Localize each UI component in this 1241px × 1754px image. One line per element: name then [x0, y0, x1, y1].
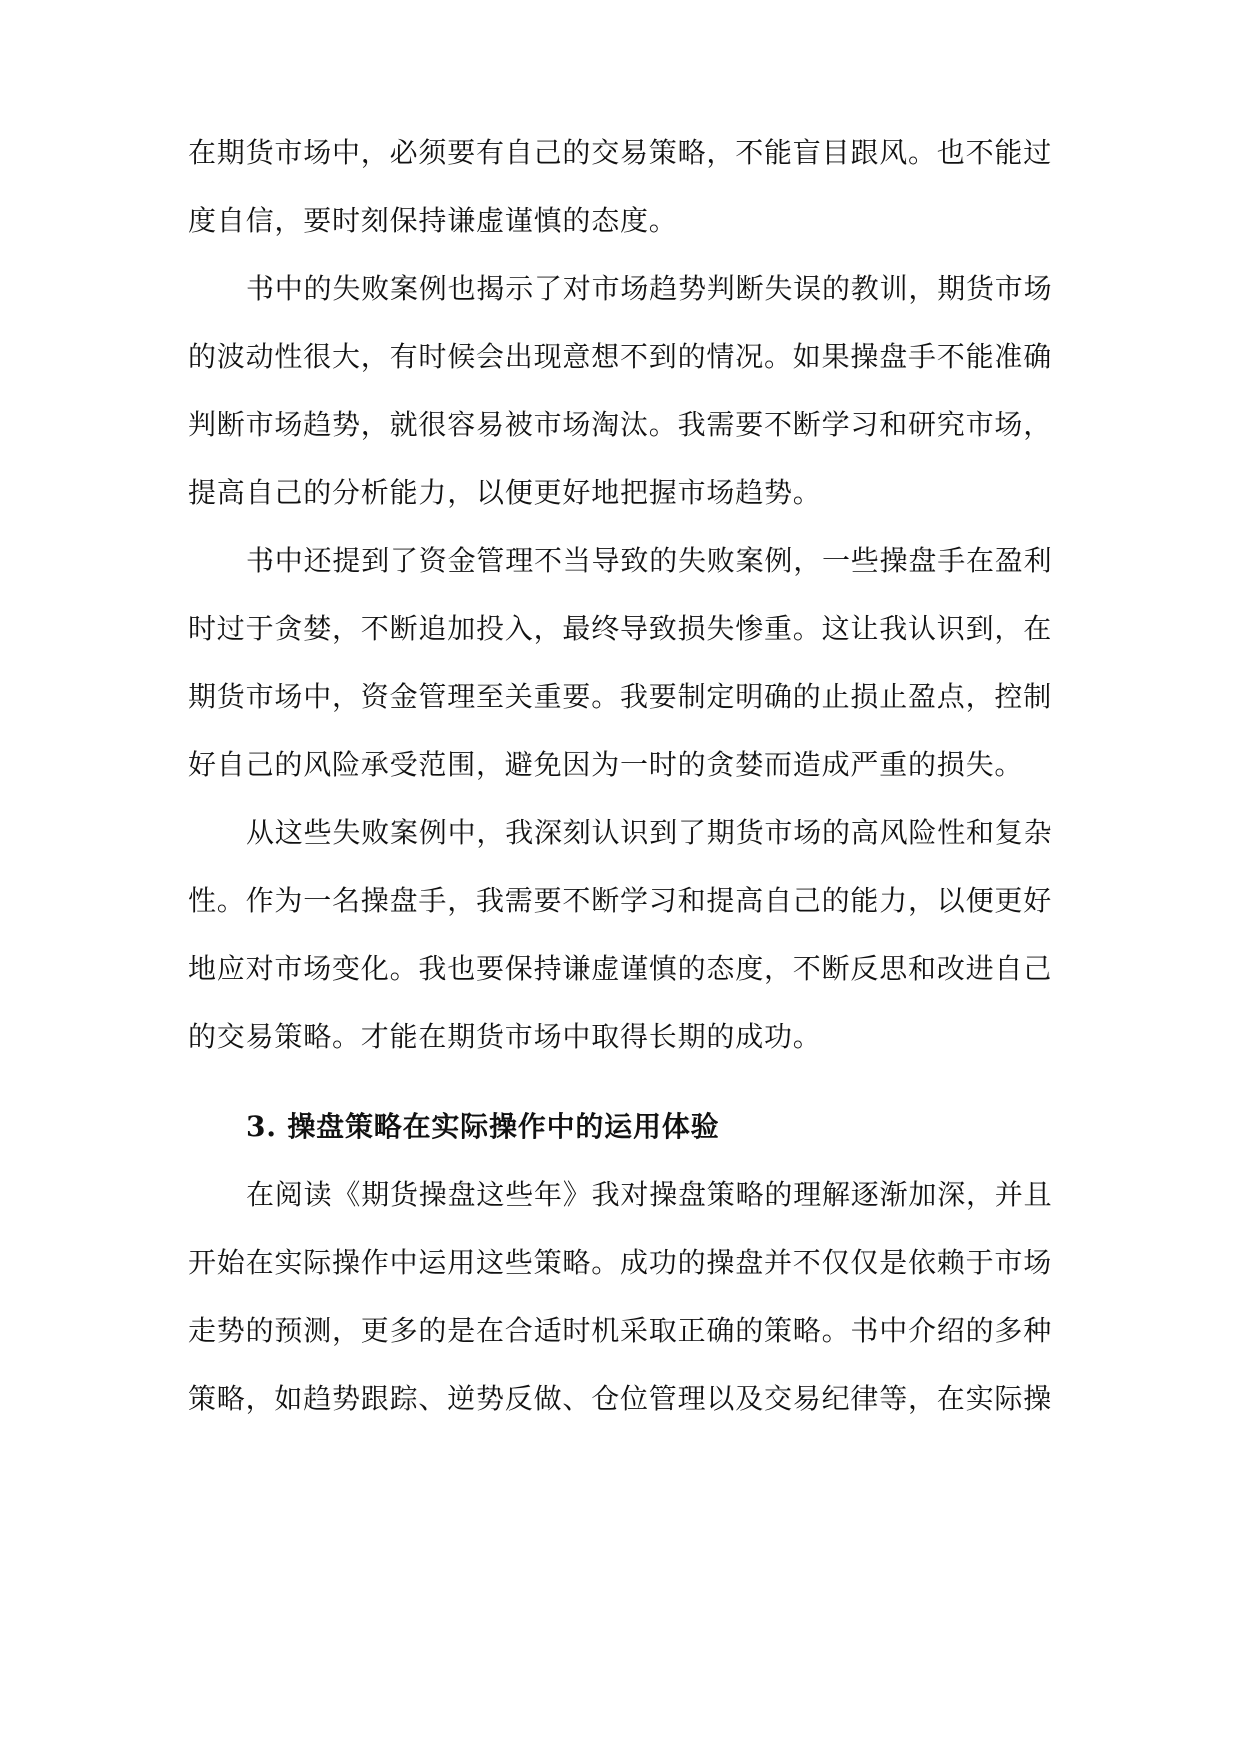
paragraph-line: 从这些失败案例中，我深刻认识到了期货市场的高风险性和复杂: [246, 816, 1053, 849]
paragraph-line: 在阅读《期货操盘这些年》我对操盘策略的理解逐渐加深，并且: [246, 1178, 1053, 1211]
paragraph-line: 策略，如趋势跟踪、逆势反做、仓位管理以及交易纪律等，在实际操: [188, 1382, 1053, 1415]
paragraph-line: 在期货市场中，必须要有自己的交易策略，不能盲目跟风。也不能过: [188, 136, 1053, 169]
paragraph-line: 判断市场趋势，就很容易被市场淘汰。我需要不断学习和研究市场，: [188, 408, 1053, 441]
section-heading: 3. 操盘策略在实际操作中的运用体验: [246, 1110, 720, 1143]
paragraph-line: 性。作为一名操盘手，我需要不断学习和提高自己的能力，以便更好: [188, 884, 1053, 917]
paragraph-line: 提高自己的分析能力，以便更好地把握市场趋势。: [188, 476, 822, 509]
paragraph-line: 好自己的风险承受范围，避免因为一时的贪婪而造成严重的损失。: [188, 748, 1024, 781]
paragraph-line: 地应对市场变化。我也要保持谦虚谨慎的态度，不断反思和改进自己: [188, 952, 1053, 985]
paragraph-line: 的波动性很大，有时候会出现意想不到的情况。如果操盘手不能准确: [188, 340, 1053, 373]
paragraph-line: 时过于贪婪，不断追加投入，最终导致损失惨重。这让我认识到，在: [188, 612, 1053, 645]
paragraph-line: 期货市场中，资金管理至关重要。我要制定明确的止损止盈点，控制: [188, 680, 1053, 713]
paragraph-line: 走势的预测，更多的是在合适时机采取正确的策略。书中介绍的多种: [188, 1314, 1053, 1347]
paragraph-line: 的交易策略。才能在期货市场中取得长期的成功。: [188, 1020, 822, 1053]
paragraph-line: 书中还提到了资金管理不当导致的失败案例，一些操盘手在盈利: [246, 544, 1053, 577]
paragraph-line: 书中的失败案例也揭示了对市场趋势判断失误的教训，期货市场: [246, 272, 1053, 305]
paragraph-line: 度自信，要时刻保持谦虚谨慎的态度。: [188, 204, 678, 237]
paragraph-line: 开始在实际操作中运用这些策略。成功的操盘并不仅仅是依赖于市场: [188, 1246, 1053, 1279]
